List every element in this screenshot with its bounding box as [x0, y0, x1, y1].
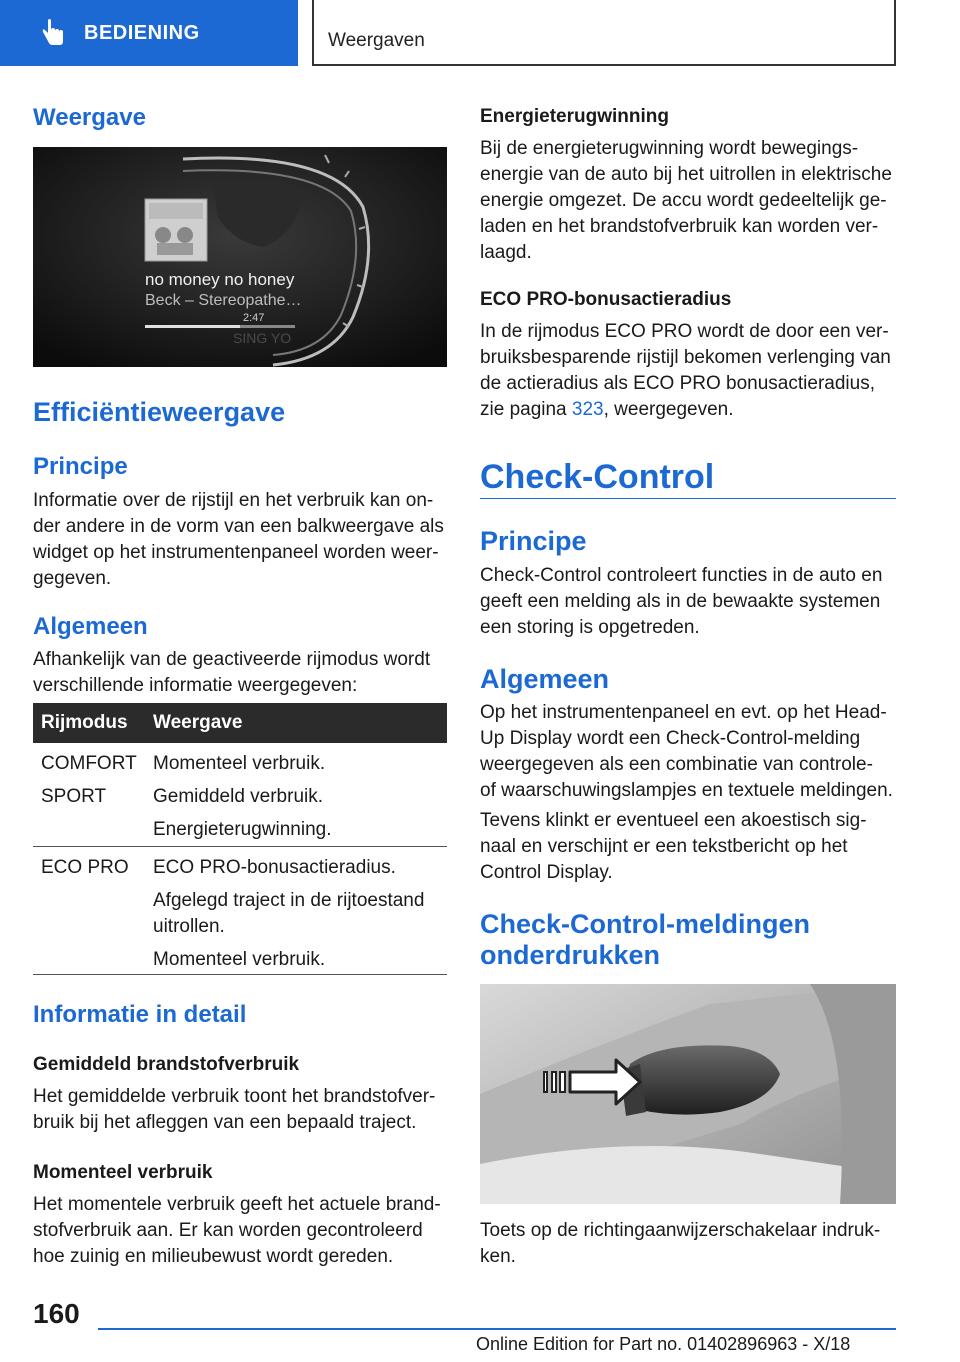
hand-pointer-icon	[38, 18, 68, 48]
energie-heading: Energieterugwinning	[480, 106, 669, 127]
table-header-weergave: Weergave	[153, 712, 243, 733]
image-caption: Toets op de richtingaanwijzerschakelaar indruk- ken.	[480, 1220, 881, 1267]
driving-mode-table	[33, 703, 447, 975]
table-header	[33, 703, 447, 743]
table-row: COMFORT SPORT Momenteel verbruik. Gemiddeld verbruik. Energieterugwinning.	[33, 743, 447, 847]
eco-text: In de rijmodus ECO PRO wordt de door een ver- bruiksbesparende rijstijl bekomen verlenging van de actieradius als ECO PRO bonusactieradius, zie pagina 323, weergegeven.	[480, 321, 891, 420]
section-tab[interactable]	[0, 0, 298, 66]
principe-text-right: Check-Control controleert functies in de auto en geeft een melding als in de bewaakte systemen een storing is opgetreden.	[480, 565, 883, 638]
algemeen-text-right-2: Tevens klinkt er eventueel een akoestisch sig- naal en verschijnt er een tekstbericht op het Control Display.	[480, 810, 867, 883]
chapter-title: Weergaven	[328, 30, 425, 51]
momenteel-heading: Momenteel verbruik	[33, 1162, 213, 1183]
detail-heading: Informatie in detail	[33, 1001, 247, 1028]
edition-text: Online Edition for Part no. 01402896963 - X/18	[476, 1334, 851, 1354]
algemeen-text-right: Op het instrumentenpaneel en evt. op het Head- Up Display wordt een Check-Control-melding weergegeven als een combinatie van controle- of waarschuwingslampjes en textuele meldingen.	[480, 702, 893, 801]
gemiddeld-heading: Gemiddeld brandstofverbruik	[33, 1054, 300, 1075]
principe-heading-right: Principe	[480, 526, 587, 556]
footer-rule	[98, 1328, 896, 1330]
turn-signal-switch-image	[480, 984, 896, 1204]
instrument-display-image	[33, 147, 447, 367]
weergave-heading: Weergave	[33, 104, 146, 131]
energie-text: Bij de energieterugwinning wordt bewegings- energie van de auto bij het uitrollen in elektrische energie omgezet. De accu wordt gedeeltelijk ge- laden en het brandstofverbruik kan worden ver- laagd.	[480, 138, 892, 263]
table-row: ECO PRO ECO PRO-bonusactieradius. Afgelegd traject in de rijtoestand uitrollen. Momenteel verbruik.	[33, 847, 447, 975]
song-title: no money no honey	[145, 270, 295, 289]
eco-heading: ECO PRO-bonusactieradius	[480, 289, 732, 310]
artist-name: Beck – Stereopathe…	[145, 292, 302, 309]
page-link[interactable]: 323	[571, 399, 604, 420]
chapter-header	[312, 0, 896, 66]
principe-text-left: Informatie over de rijstijl en het verbruik kan on- der andere in de vorm van een balkweergave als widget op het instrumentenpaneel worden weer- gegeven.	[33, 490, 444, 589]
onderdrukken-heading: Check-Control-meldingen onderdrukken	[480, 909, 811, 970]
gemiddeld-text: Het gemiddelde verbruik toont het brandstofver- bruik bij het afleggen van een bepaald traject.	[33, 1086, 436, 1133]
algemeen-heading-left: Algemeen	[33, 613, 148, 640]
algemeen-heading-right: Algemeen	[480, 664, 610, 694]
section-tab-label: BEDIENING	[84, 21, 200, 44]
check-control-heading: Check-Control	[480, 458, 715, 496]
algemeen-text-left: Afhankelijk van de geactiveerde rijmodus wordt verschillende informatie weergegeven:	[33, 649, 431, 696]
heading-rule	[480, 498, 896, 499]
principe-heading-left: Principe	[33, 453, 128, 480]
track-time: 2:47	[243, 312, 265, 324]
table-header-rijmodus: Rijmodus	[41, 712, 128, 733]
page-number: 160	[33, 1298, 80, 1329]
efficiency-heading: Efficiëntieweergave	[33, 397, 286, 427]
momenteel-text: Het momentele verbruik geeft het actuele brand- stofverbruik aan. Er kan worden gecontroleerd hoe zuinig en milieubewust wordt gereden.	[33, 1194, 441, 1267]
background-text: SING YO	[233, 330, 292, 346]
progress-fill	[145, 325, 240, 328]
